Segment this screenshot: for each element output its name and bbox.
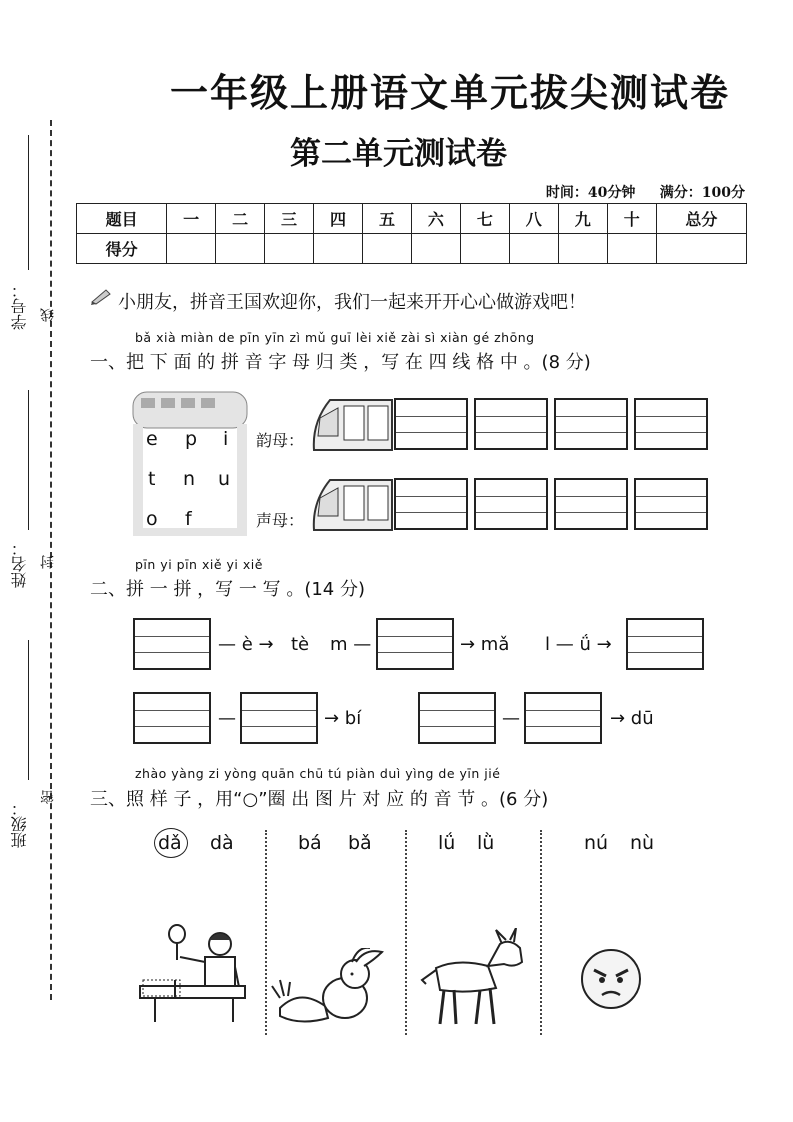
score-cell: 八 bbox=[509, 204, 558, 234]
divider bbox=[540, 830, 542, 1035]
syllable-option[interactable]: nù bbox=[630, 832, 655, 854]
q2-expr: → mǎ bbox=[460, 634, 510, 655]
score-input-cell[interactable] bbox=[509, 234, 558, 264]
divider bbox=[405, 830, 407, 1035]
class-rule[interactable] bbox=[28, 640, 29, 780]
q2-expr: — bbox=[218, 708, 236, 729]
divider bbox=[265, 830, 267, 1035]
syllable-option[interactable]: bǎ bbox=[348, 832, 372, 854]
q2-writing-box[interactable] bbox=[376, 618, 454, 670]
q3-heading: 三、照 样 子 ，用“○”圈 出 图 片 对 应 的 音 节 。(6 分) bbox=[90, 789, 549, 810]
intro-text: 小朋友，拼音王国欢迎你，我们一起来开开心心做游戏吧！ bbox=[118, 292, 586, 313]
q2-expr: → bí bbox=[324, 708, 362, 729]
letter: n bbox=[183, 468, 196, 490]
q1-heading: 一、把 下 面 的 拼 音 字 母 归 类 ，写 在 四 线 格 中 。(8 分) bbox=[90, 352, 591, 373]
shengmu-writing-box[interactable] bbox=[474, 478, 548, 530]
train-head-icon bbox=[310, 476, 394, 536]
shengmu-writing-box[interactable] bbox=[634, 478, 708, 530]
q1-pinyin: bǎ xià miàn de pīn yīn zì mǔ guī lèi xiě zài sì xiàn gé zhōng bbox=[135, 330, 535, 345]
score-input-cell[interactable] bbox=[656, 234, 746, 264]
score-cell: 四 bbox=[314, 204, 363, 234]
score-cell: 三 bbox=[265, 204, 314, 234]
shengmu-writing-box[interactable] bbox=[554, 478, 628, 530]
yunmu-writing-box[interactable] bbox=[394, 398, 468, 450]
score-table bbox=[76, 203, 747, 264]
score-label: 满分：100分 bbox=[659, 185, 745, 201]
q2-writing-box[interactable] bbox=[418, 692, 496, 744]
seal-mi-char: 密 bbox=[40, 790, 56, 804]
letter: o bbox=[146, 508, 158, 530]
train-head-icon bbox=[310, 396, 394, 456]
angry-face-illustration bbox=[580, 948, 642, 1014]
student-no-label: 学号： bbox=[10, 282, 29, 330]
score-cell: 题目 bbox=[77, 204, 167, 234]
q2-expr: → dū bbox=[610, 708, 654, 729]
page-title: 一年级上册语文单元拔尖测试卷 bbox=[170, 71, 731, 115]
letter: u bbox=[218, 468, 231, 490]
letter: f bbox=[185, 508, 192, 530]
yunmu-label: 韵母： bbox=[256, 431, 305, 450]
q2-pinyin: pīn yi pīn xiě yi xiě bbox=[135, 557, 263, 572]
score-table-header-row bbox=[77, 204, 747, 234]
score-input-cell[interactable] bbox=[216, 234, 265, 264]
q2-writing-box[interactable] bbox=[524, 692, 602, 744]
q2-expr: — è → bbox=[218, 634, 274, 655]
shengmu-writing-box[interactable] bbox=[394, 478, 468, 530]
q2-heading: 二、拼 一 拼 ，写 一 写 。(14 分) bbox=[90, 579, 365, 600]
score-input-cell[interactable] bbox=[362, 234, 411, 264]
score-input-cell[interactable] bbox=[265, 234, 314, 264]
score-cell: 六 bbox=[411, 204, 460, 234]
exam-meta bbox=[546, 182, 745, 202]
pencil-icon bbox=[90, 286, 114, 310]
letter: i bbox=[223, 428, 229, 450]
yunmu-writing-box[interactable] bbox=[474, 398, 548, 450]
score-cell: 七 bbox=[460, 204, 509, 234]
q2-writing-box[interactable] bbox=[626, 618, 704, 670]
shengmu-label: 声母： bbox=[256, 511, 305, 530]
q2-writing-box[interactable] bbox=[133, 618, 211, 670]
q2-writing-box[interactable] bbox=[240, 692, 318, 744]
letter: t bbox=[148, 468, 156, 490]
donkey-illustration bbox=[418, 928, 528, 1032]
name-label: 姓名： bbox=[10, 540, 29, 588]
syllable-option[interactable]: dà bbox=[210, 832, 234, 854]
score-cell: 九 bbox=[558, 204, 607, 234]
letter: p bbox=[185, 428, 198, 450]
score-cell: 一 bbox=[167, 204, 216, 234]
syllable-option[interactable]: nú bbox=[584, 832, 609, 854]
yunmu-writing-box[interactable] bbox=[554, 398, 628, 450]
student-no-rule[interactable] bbox=[28, 135, 29, 270]
name-rule[interactable] bbox=[28, 390, 29, 530]
syllable-option[interactable]: bá bbox=[298, 832, 322, 854]
seal-feng-char: 封 bbox=[40, 555, 56, 569]
q2-expr: m — bbox=[330, 634, 372, 655]
syllable-option[interactable]: lǘ bbox=[438, 832, 456, 854]
score-cell: 五 bbox=[362, 204, 411, 234]
score-input-cell[interactable] bbox=[167, 234, 216, 264]
class-label: 班级： bbox=[10, 800, 29, 848]
score-cell: 二 bbox=[216, 204, 265, 234]
score-input-cell[interactable] bbox=[460, 234, 509, 264]
yunmu-writing-box[interactable] bbox=[634, 398, 708, 450]
score-table-score-row bbox=[77, 234, 747, 264]
q2-expr: — bbox=[502, 708, 520, 729]
score-row-label: 得分 bbox=[77, 234, 167, 264]
ping-pong-player-illustration bbox=[135, 922, 250, 1031]
score-input-cell[interactable] bbox=[411, 234, 460, 264]
syllable-option[interactable]: dǎ bbox=[158, 832, 182, 854]
syllable-option[interactable]: lǜ bbox=[477, 832, 495, 854]
q2-writing-box[interactable] bbox=[133, 692, 211, 744]
page-subtitle: 第二单元测试卷 bbox=[290, 136, 507, 172]
time-label: 时间：40分钟 bbox=[545, 185, 636, 201]
seal-line-char: 线 bbox=[40, 308, 56, 322]
score-input-cell[interactable] bbox=[558, 234, 607, 264]
rabbit-radish-illustration bbox=[270, 948, 388, 1032]
score-cell: 总分 bbox=[656, 204, 746, 234]
letter: e bbox=[146, 428, 158, 450]
score-cell: 十 bbox=[607, 204, 656, 234]
score-input-cell[interactable] bbox=[607, 234, 656, 264]
score-input-cell[interactable] bbox=[314, 234, 363, 264]
q3-pinyin: zhào yàng zi yòng quān chū tú piàn duì yìng de yīn jié bbox=[135, 766, 501, 781]
q2-expr: tè bbox=[291, 634, 310, 655]
q2-expr: l — ǘ → bbox=[545, 634, 612, 655]
